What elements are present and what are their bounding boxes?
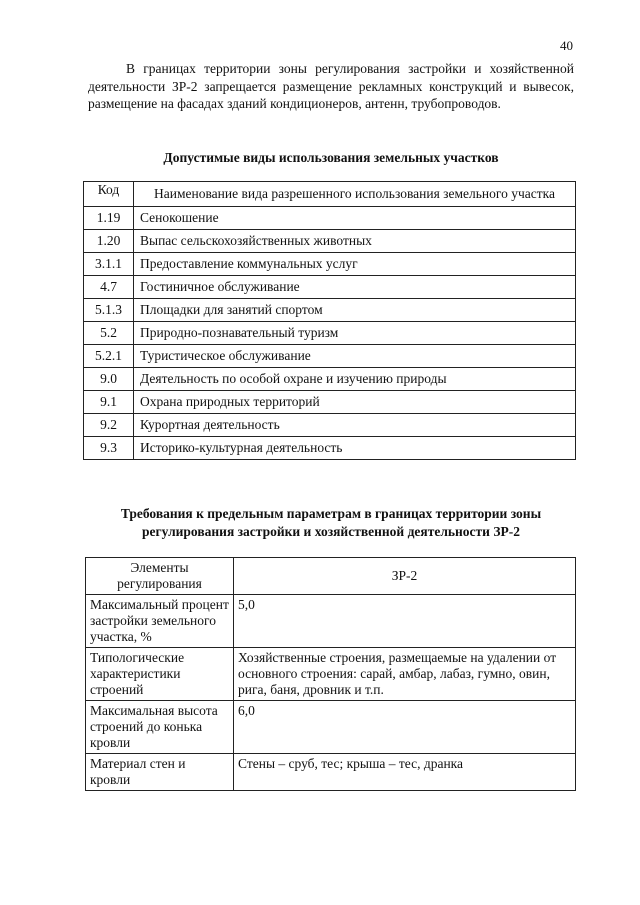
use-name: Деятельность по особой охране и изучению природы [134, 368, 576, 391]
zone-column-header: ЗР-2 [234, 558, 576, 595]
use-code: 4.7 [84, 276, 134, 299]
use-code: 9.0 [84, 368, 134, 391]
table-header-row [84, 182, 576, 207]
use-code: 3.1.1 [84, 253, 134, 276]
table-row [84, 299, 576, 322]
table-row [84, 322, 576, 345]
use-name: Выпас сельскохозяйственных животных [134, 230, 576, 253]
parameter-value: Стены – сруб, тес; крыша – тес, дранка [234, 754, 576, 791]
table-row [84, 391, 576, 414]
use-name: Природно-познавательный туризм [134, 322, 576, 345]
permitted-uses-table [83, 181, 576, 460]
params-table-title: Требования к предельным параметрам в границах территории зоны регулирования застройки и хозяйственной деятельности ЗР-2 [120, 506, 542, 539]
use-name: Площадки для занятий спортом [134, 299, 576, 322]
page-number: 40 [560, 38, 573, 53]
use-code: 5.2.1 [84, 345, 134, 368]
parameter-name: Максимальная высота строений до конька кровли [86, 701, 234, 754]
parameter-value: 6,0 [234, 701, 576, 754]
use-name: Курортная деятельность [134, 414, 576, 437]
table-header-row [86, 558, 576, 595]
use-code: 9.2 [84, 414, 134, 437]
use-name: Историко-культурная деятельность [134, 437, 576, 460]
table-row [86, 754, 576, 791]
use-code: 9.3 [84, 437, 134, 460]
code-column-header: Код [84, 182, 134, 207]
name-column-header: Наименование вида разрешенного использования земельного участка [134, 182, 576, 207]
element-column-header: Элементы регулирования [86, 558, 234, 595]
table-row [84, 437, 576, 460]
table-row [86, 648, 576, 701]
parameters-table [85, 557, 576, 791]
use-name: Предоставление коммунальных услуг [134, 253, 576, 276]
use-name: Охрана природных территорий [134, 391, 576, 414]
table-row [84, 414, 576, 437]
use-code: 9.1 [84, 391, 134, 414]
intro-paragraph: В границах территории зоны регулирования застройки и хозяйственной деятельности ЗР-2 запрещается размещение рекламных конструкций и вывесок, размещение на фасадах зданий кондиционеров, антенн, трубопроводов. [88, 61, 574, 111]
use-name: Гостиничное обслуживание [134, 276, 576, 299]
table-row [84, 207, 576, 230]
table-row [84, 345, 576, 368]
parameter-name: Типологические характеристики строений [86, 648, 234, 701]
use-code: 5.2 [84, 322, 134, 345]
permitted-uses-body [84, 207, 576, 460]
parameter-value: Хозяйственные строения, размещаемые на удалении от основного строения: сарай, амбар, лабаз, гумно, овин, рига, баня, дровник и т.п. [234, 648, 576, 701]
table-row [84, 368, 576, 391]
table-row [84, 230, 576, 253]
table-row [84, 276, 576, 299]
parameters-body [86, 595, 576, 791]
parameter-value: 5,0 [234, 595, 576, 648]
use-name: Туристическое обслуживание [134, 345, 576, 368]
use-name: Сенокошение [134, 207, 576, 230]
uses-table-title: Допустимые виды использования земельных участков [163, 150, 499, 165]
table-row [86, 701, 576, 754]
use-code: 1.20 [84, 230, 134, 253]
use-code: 5.1.3 [84, 299, 134, 322]
use-code: 1.19 [84, 207, 134, 230]
table-row [86, 595, 576, 648]
table-row [84, 253, 576, 276]
parameter-name: Материал стен и кровли [86, 754, 234, 791]
parameter-name: Максимальный процент застройки земельного участка, % [86, 595, 234, 648]
